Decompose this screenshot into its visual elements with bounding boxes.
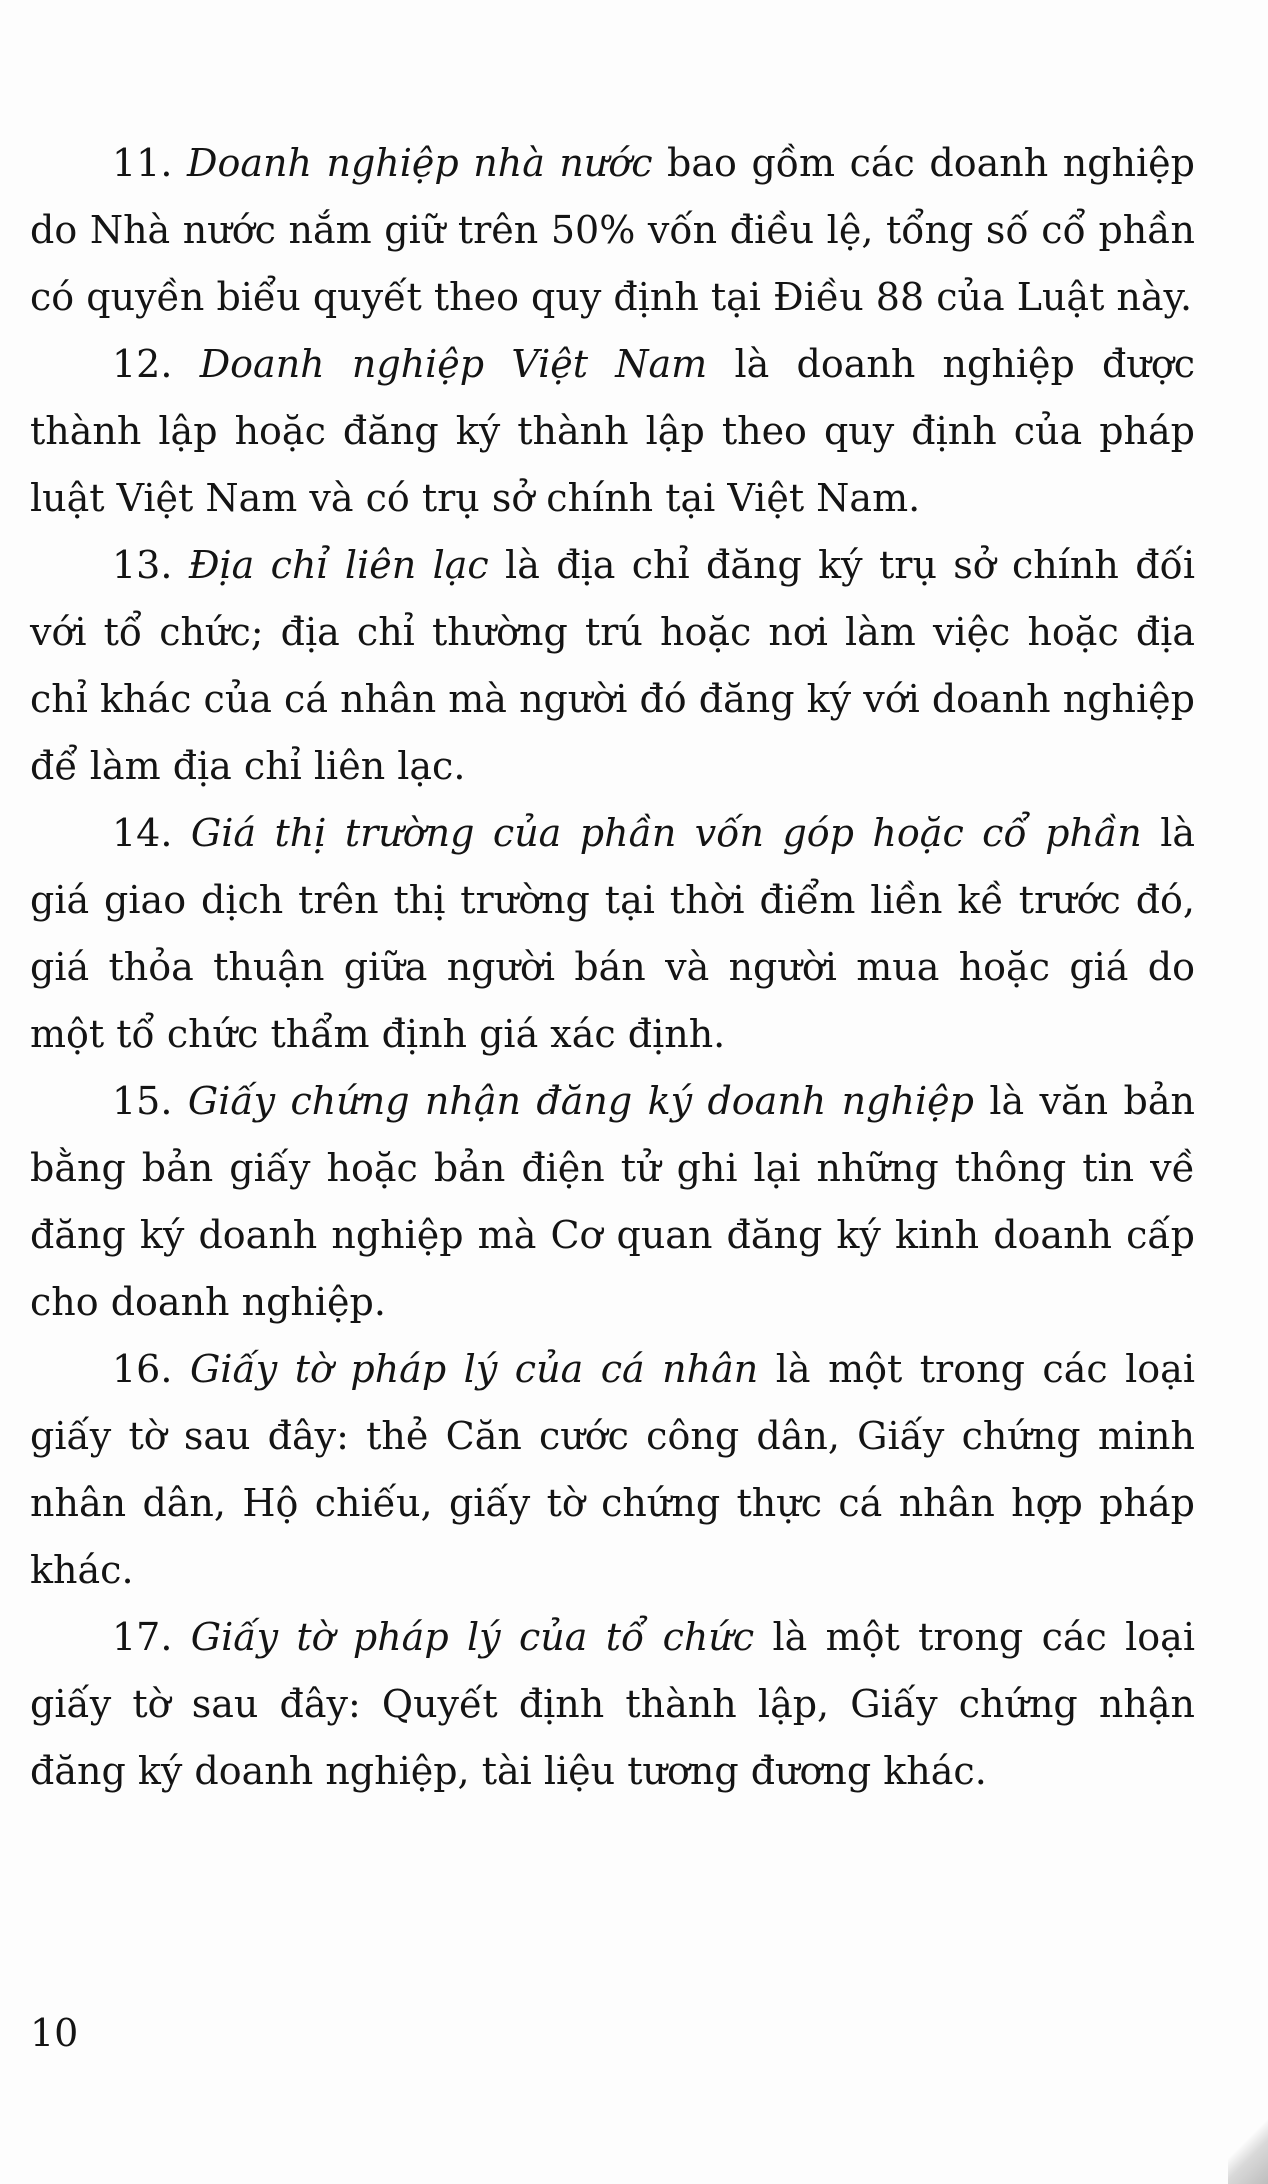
definition-text: là doanh nghiệp được thành lập hoặc đăng ký thành lập theo quy định của pháp luật Việt Nam và có trụ sở chính tại Việt Nam. <box>30 342 1195 520</box>
item-number: 12. <box>112 342 173 386</box>
defined-term: Giá thị trường của phần vốn góp hoặc cổ phần <box>190 811 1142 855</box>
definition-text: là một trong các loại giấy tờ sau đây: thẻ Căn cước công dân, Giấy chứng minh nhân dân, Hộ chiếu, giấy tờ chứng thực cá nhân hợp pháp khác. <box>30 1347 1195 1592</box>
item-number: 13. <box>112 543 173 587</box>
definition-paragraph-16 <box>30 1336 1195 1604</box>
defined-term: Giấy tờ pháp lý của tổ chức <box>190 1615 755 1659</box>
definition-text: bao gồm các doanh nghiệp do Nhà nước nắm giữ trên 50% vốn điều lệ, tổng số cổ phần có quyền biểu quyết theo quy định tại Điều 88 của Luật này. <box>30 141 1195 319</box>
item-number: 17. <box>112 1615 173 1659</box>
definition-paragraph-11 <box>30 130 1195 331</box>
defined-term: Doanh nghiệp nhà nước <box>186 141 653 185</box>
item-number: 14. <box>112 811 173 855</box>
item-number: 16. <box>112 1347 173 1391</box>
defined-term: Giấy chứng nhận đăng ký doanh nghiệp <box>187 1079 974 1123</box>
definition-paragraph-17 <box>30 1604 1195 1805</box>
definitions-text <box>30 130 1195 1805</box>
definition-text: là giá giao dịch trên thị trường tại thời điểm liền kề trước đó, giá thỏa thuận giữa người bán và người mua hoặc giá do một tổ chức thẩm định giá xác định. <box>30 811 1195 1056</box>
defined-term: Địa chỉ liên lạc <box>188 543 489 587</box>
page-corner-shadow <box>1228 2114 1268 2184</box>
definition-paragraph-13 <box>30 532 1195 800</box>
item-number: 11. <box>112 141 173 185</box>
definition-text: là địa chỉ đăng ký trụ sở chính đối với tổ chức; địa chỉ thường trú hoặc nơi làm việc hoặc địa chỉ khác của cá nhân mà người đó đăng ký với doanh nghiệp để làm địa chỉ liên lạc. <box>30 543 1195 788</box>
definition-paragraph-12 <box>30 331 1195 532</box>
definition-text: là một trong các loại giấy tờ sau đây: Quyết định thành lập, Giấy chứng nhận đăng ký doanh nghiệp, tài liệu tương đương khác. <box>30 1615 1195 1793</box>
definition-text: là văn bản bằng bản giấy hoặc bản điện tử ghi lại những thông tin về đăng ký doanh nghiệp mà Cơ quan đăng ký kinh doanh cấp cho doanh nghiệp. <box>30 1079 1195 1324</box>
defined-term: Giấy tờ pháp lý của cá nhân <box>189 1347 759 1391</box>
item-number: 15. <box>112 1079 173 1123</box>
definition-paragraph-14 <box>30 800 1195 1068</box>
page-number: 10 <box>30 2011 79 2055</box>
definition-paragraph-15 <box>30 1068 1195 1336</box>
defined-term: Doanh nghiệp Việt Nam <box>199 342 708 386</box>
